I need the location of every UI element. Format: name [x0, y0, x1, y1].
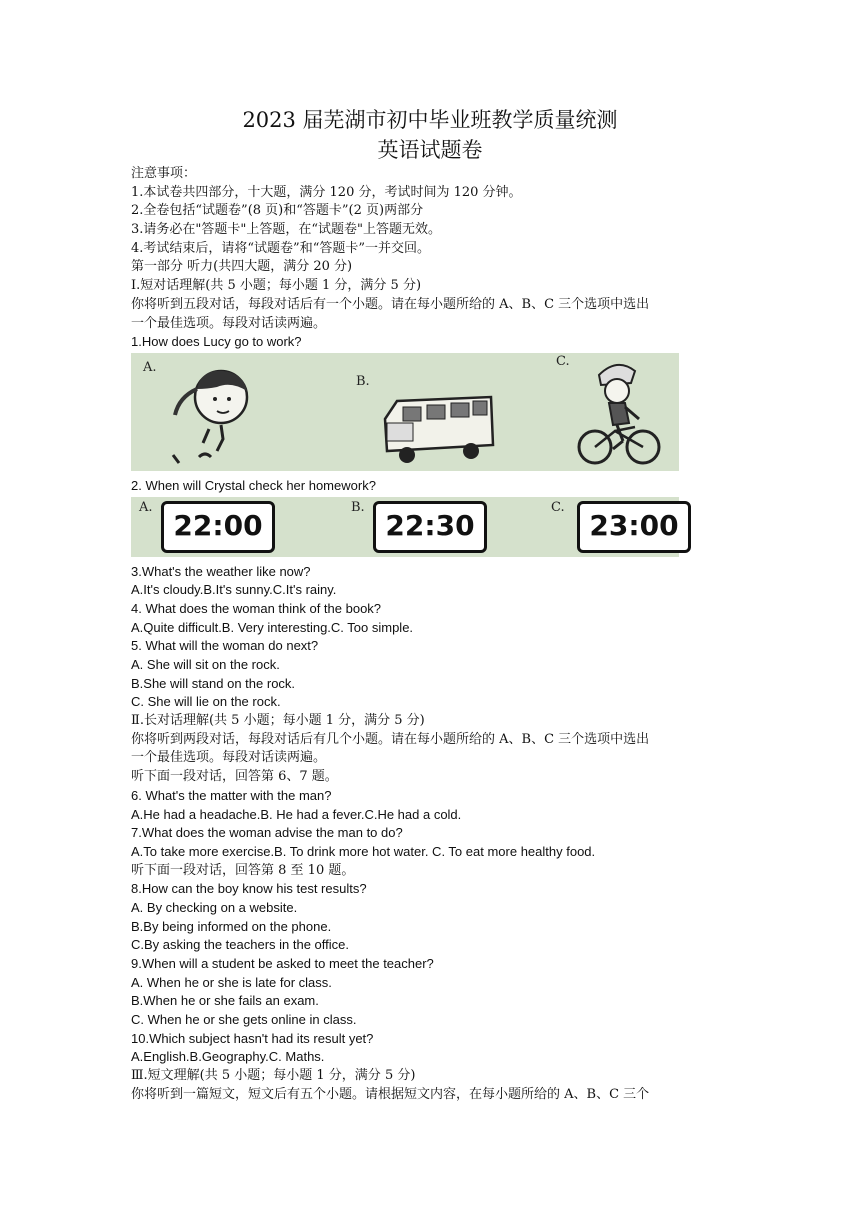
- question-2-image: [131, 497, 679, 557]
- note-item: 3.请务必在"答题卡"上答题，在“试题卷"上答题无效。: [131, 222, 441, 238]
- section1-instruction: 一个最佳选项。每段对话读两遍。: [131, 315, 327, 331]
- option-label: B.: [351, 499, 365, 515]
- question-5-option-b: B.She will stand on the rock.: [131, 675, 296, 691]
- question-9: 9.When will a student be asked to meet the teacher?: [131, 956, 434, 971]
- option-label: C.: [551, 499, 565, 515]
- section3-heading: Ⅲ.短文理解(共 5 小题；每小题 1 分，满分 5 分): [131, 1068, 416, 1084]
- note-item: 1.本试卷共四部分，十大题，满分 120 分，考试时间为 120 分钟。: [131, 184, 522, 200]
- section2-heading: Ⅱ.长对话理解(共 5 小题；每小题 1 分，满分 5 分): [131, 713, 425, 729]
- dialog-intro: 听下面一段对话，回答第 8 至 10 题。: [131, 862, 355, 878]
- running-girl-icon: [161, 359, 271, 467]
- question-9-option-a: A. When he or she is late for class.: [131, 974, 332, 990]
- question-8-option-c: C.By asking the teachers in the office.: [131, 937, 349, 953]
- notes-heading: 注意事项：: [131, 166, 197, 181]
- exam-title: 2023 届芜湖市初中毕业班教学质量统测: [242, 108, 618, 132]
- note-item: 2.全卷包括“试题卷”(8 页)和“答题卡”(2 页)两部分: [131, 203, 424, 219]
- question-3-options: A.It's cloudy.B.It's sunny.C.It's rainy.: [131, 582, 337, 598]
- option-label: C.: [556, 353, 570, 369]
- question-6: 6. What's the matter with the man?: [131, 787, 332, 803]
- section1-heading: I.短对话理解(共 5 小题；每小题 1 分，满分 5 分): [131, 278, 422, 294]
- question-2: 2. When will Crystal check her homework?: [131, 477, 376, 493]
- exam-body: [131, 165, 731, 1105]
- clock-display: 22:00: [161, 501, 275, 553]
- question-1: 1.How does Lucy go to work?: [131, 334, 302, 350]
- bicycle-rider-icon: [573, 357, 663, 467]
- question-7: 7.What does the woman advise the man to do?: [131, 825, 403, 841]
- question-7-options: A.To take more exercise.B. To drink more hot water. C. To eat more healthy food.: [131, 843, 596, 859]
- question-4-options: A.Quite difficult.B. Very interesting.C. Too simple.: [131, 619, 414, 635]
- section1-instruction: 你将听到五段对话，每段对话后有一个小题。请在每小题所给的 A、B、C 三个选项中选出: [131, 296, 650, 312]
- section2-instruction: 你将听到两段对话，每段对话后有几个小题。请在每小题所给的 A、B、C 三个选项中选出: [131, 731, 650, 747]
- question-10-options: A.English.B.Geography.C. Maths.: [131, 1049, 325, 1065]
- exam-subtitle: 英语试题卷: [377, 138, 483, 162]
- question-10: 10.Which subject hasn't had its result yet?: [131, 1030, 374, 1046]
- clock-display: 23:00: [577, 501, 691, 553]
- question-5-option-c: C. She will lie on the rock.: [131, 694, 281, 710]
- section2-instruction: 一个最佳选项。每段对话读两遍。: [131, 750, 327, 766]
- question-9-option-b: B.When he or she fails an exam.: [131, 993, 319, 1009]
- question-8-option-b: B.By being informed on the phone.: [131, 918, 332, 934]
- question-8: 8.How can the boy know his test results?: [131, 881, 367, 897]
- note-item: 4.考试结束后，请将“试题卷”和“答题卡”一并交回。: [131, 240, 430, 256]
- question-8-option-a: A. By checking on a website.: [131, 899, 298, 915]
- question-9-option-c: C. When he or she gets online in class.: [131, 1012, 357, 1028]
- dialog-intro: 听下面一段对话，回答第 6、7 题。: [131, 769, 338, 785]
- option-label: B.: [356, 373, 370, 389]
- section3-instruction: 你将听到一篇短文，短文后有五个小题。请根据短文内容，在每小题所给的 A、B、C 三个: [131, 1086, 650, 1102]
- option-label: A.: [139, 499, 153, 515]
- question-5: 5. What will the woman do next?: [131, 638, 319, 654]
- question-5-option-a: A. She will sit on the rock.: [131, 657, 280, 672]
- question-6-options: A.He had a headache.B. He had a fever.C.He had a cold.: [131, 806, 462, 822]
- option-label: A.: [143, 359, 157, 375]
- bus-icon: [379, 393, 499, 467]
- question-1-image: [131, 353, 679, 471]
- question-4: 4. What does the woman think of the book?: [131, 600, 382, 616]
- part1-heading: 第一部分 听力(共四大题，满分 20 分): [131, 259, 353, 275]
- question-3: 3.What's the weather like now?: [131, 563, 311, 579]
- clock-display: 22:30: [373, 501, 487, 553]
